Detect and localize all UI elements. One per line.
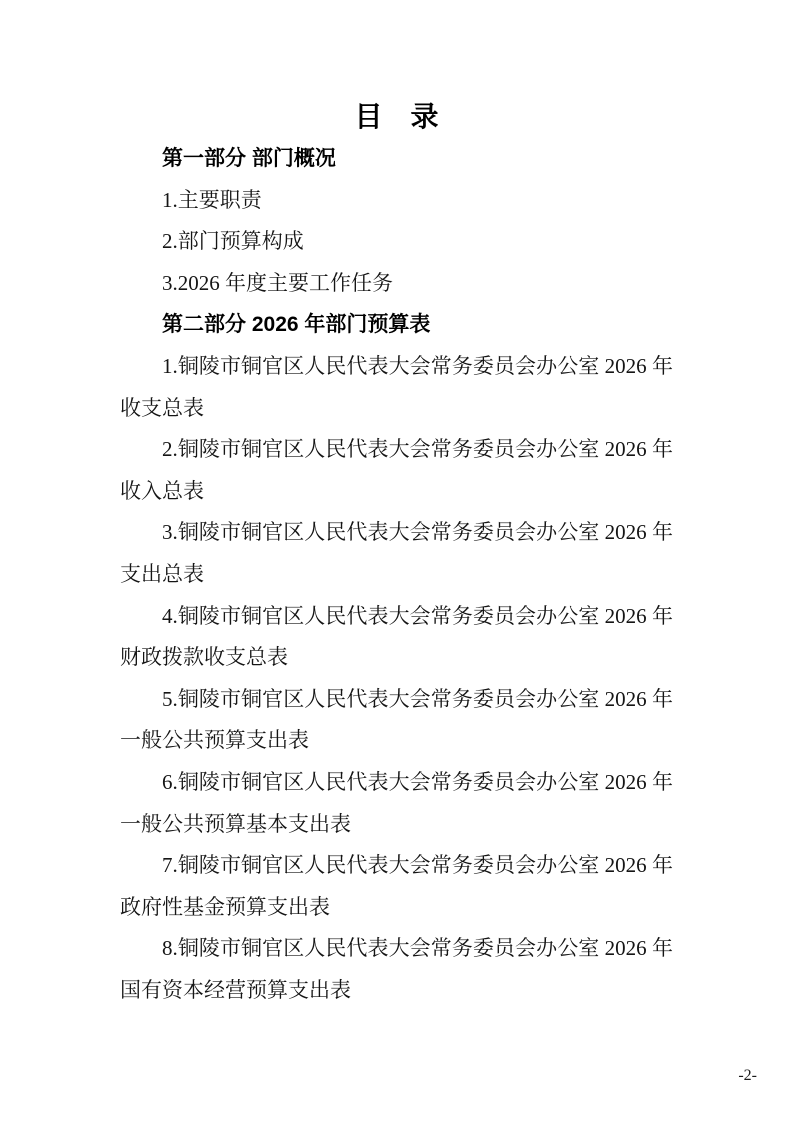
toc-item: 3.2026 年度主要工作任务 xyxy=(162,270,393,295)
toc-item: 4.铜陵市铜官区人民代表大会常务委员会办公室 2026 年财政拨款收支总表 xyxy=(120,603,673,670)
section-heading-department-overview: 第一部分 部门概况 xyxy=(162,147,336,170)
toc-item: 2.铜陵市铜官区人民代表大会常务委员会办公室 2026 年收入总表 xyxy=(120,437,673,503)
table-of-contents xyxy=(120,96,673,1011)
toc-item: 5.铜陵市铜官区人民代表大会常务委员会办公室 2026 年一般公共预算支出表 xyxy=(120,686,673,753)
toc-item: 3.铜陵市铜官区人民代表大会常务委员会办公室 2026 年支出总表 xyxy=(120,520,673,586)
toc-item: 7.铜陵市铜官区人民代表大会常务委员会办公室 2026 年政府性基金预算支出表 xyxy=(120,853,673,919)
toc-item: 1.铜陵市铜官区人民代表大会常务委员会办公室 2026 年收支总表 xyxy=(120,353,673,420)
page-title: 目 录 xyxy=(354,101,439,132)
toc-item: 8.铜陵市铜官区人民代表大会常务委员会办公室 2026 年国有资本经营预算支出表 xyxy=(120,936,673,1002)
page-number: -2- xyxy=(738,1067,757,1084)
section-heading-budget-tables: 第二部分 2026 年部门预算表 xyxy=(162,313,431,337)
toc-item: 6.铜陵市铜官区人民代表大会常务委员会办公室 2026 年一般公共预算基本支出表 xyxy=(120,769,673,836)
toc-item: 2.部门预算构成 xyxy=(162,229,304,254)
toc-item: 1.主要职责 xyxy=(162,187,262,212)
